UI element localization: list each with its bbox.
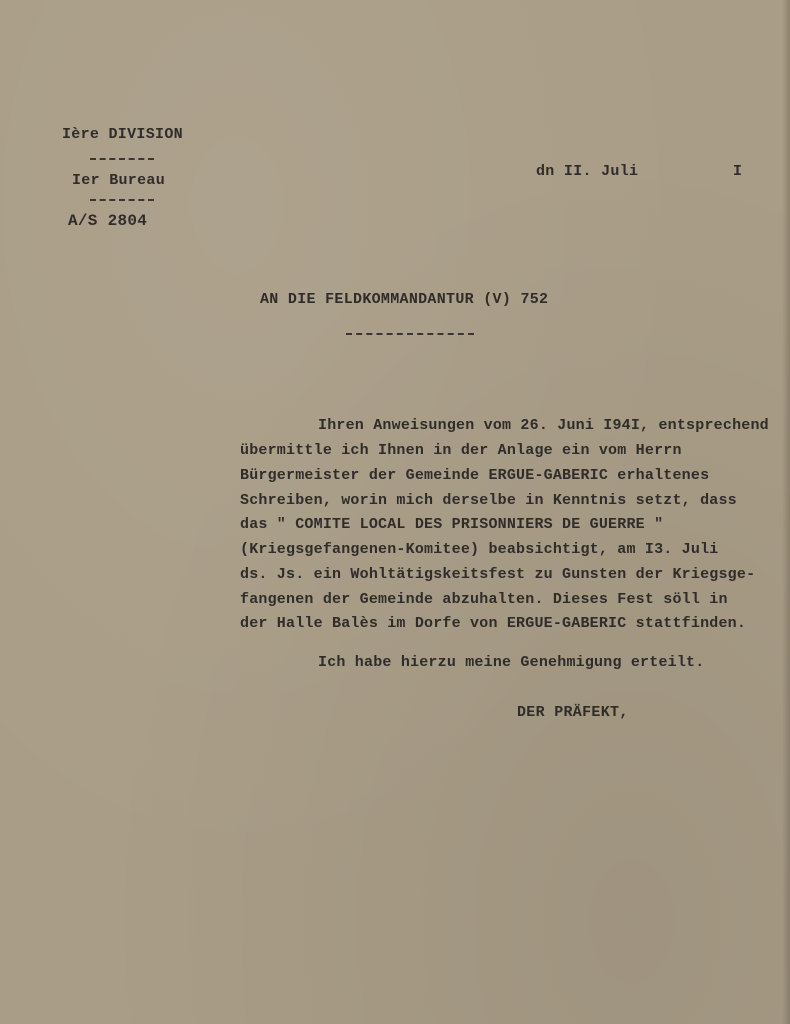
body-line-7: ds. Js. ein Wohltätigskeitsfest zu Gunsten der Kriegsge-: [240, 566, 756, 583]
page-edge-shadow: [782, 0, 790, 1024]
body-line-8: fangenen der Gemeinde abzuhalten. Dieses Fest söll in: [240, 591, 728, 608]
header-divider-1: [90, 158, 154, 160]
page-number: I: [733, 163, 743, 180]
approval-line: Ich habe hierzu meine Genehmigung erteilt.: [318, 654, 705, 671]
division-label: Ière DIVISION: [62, 126, 183, 143]
body-line-3: Bürgermeister der Gemeinde ERGUE-GABERIC erhaltenes: [240, 467, 710, 484]
body-line-5: das " COMITE LOCAL DES PRISONNIERS DE GUERRE ": [240, 516, 664, 533]
signature-title: DER PRÄFEKT,: [517, 704, 629, 721]
body-line-6: (Kriegsgefangenen-Komitee) beabsichtigt, am I3. Juli: [240, 541, 719, 558]
header-divider-2: [90, 199, 154, 201]
recipient-underline: [346, 333, 474, 335]
body-line-2: übermittle ich Ihnen in der Anlage ein vom Herrn: [240, 442, 682, 459]
body-line-1: Ihren Anweisungen vom 26. Juni I94I, entsprechend: [318, 417, 769, 434]
letter-date: dn II. Juli: [536, 163, 639, 180]
reference-number: A/S 2804: [68, 212, 148, 230]
body-line-4: Schreiben, worin mich derselbe in Kenntnis setzt, dass: [240, 492, 737, 509]
recipient-line: AN DIE FELDKOMMANDANTUR (V) 752: [260, 291, 549, 308]
bureau-label: Ier Bureau: [72, 172, 166, 189]
body-line-9: der Halle Balès im Dorfe von ERGUE-GABERIC stattfinden.: [240, 615, 747, 632]
